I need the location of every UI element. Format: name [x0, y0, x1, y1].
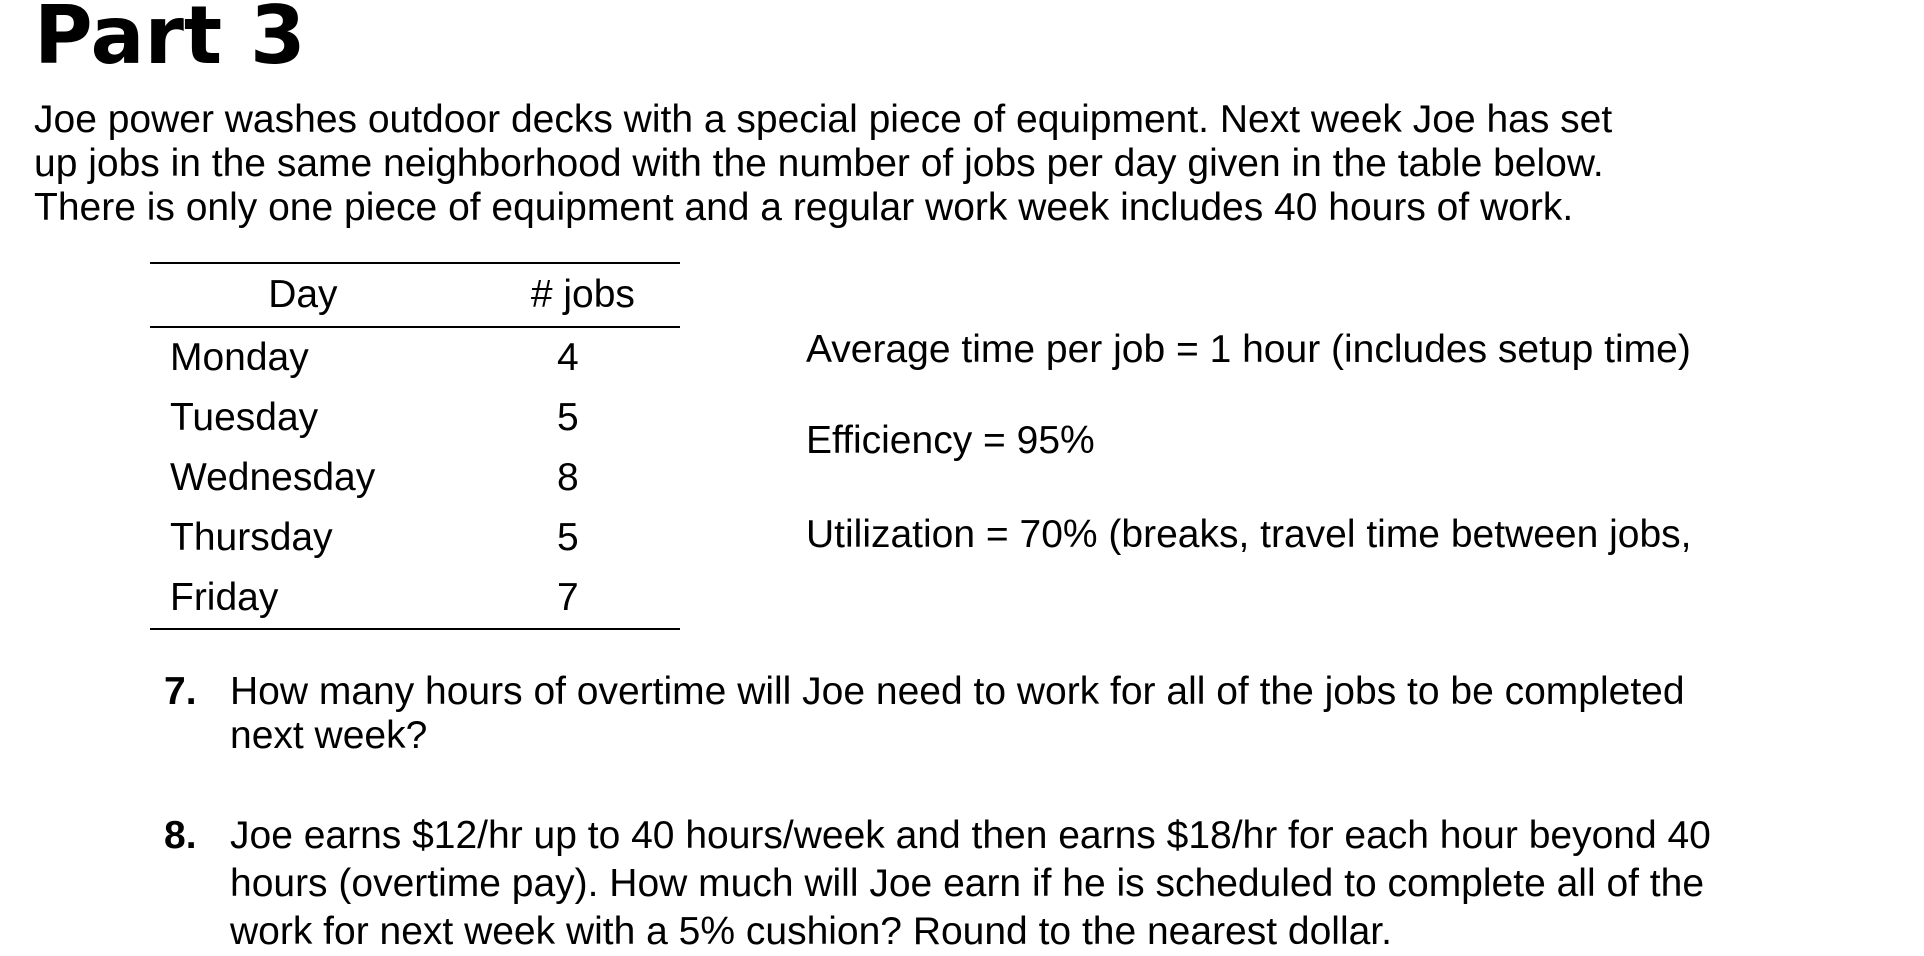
day-cell: Monday — [170, 336, 309, 379]
jobs-cell: 5 — [557, 516, 579, 559]
question-7 — [164, 670, 1904, 758]
jobs-table — [150, 262, 680, 630]
question-line: hours (overtime pay). How much will Joe earn if he is scheduled to complete all of the — [230, 862, 1705, 905]
question-8 — [164, 812, 1904, 956]
page-title: Part 3 — [34, 0, 306, 82]
jobs-cell: 4 — [557, 336, 579, 379]
question-text — [230, 812, 1904, 956]
question-line: How many hours of overtime will Joe need to work for all of the jobs to be completed — [230, 670, 1685, 713]
intro-line: There is only one piece of equipment and a regular work week includes 40 hours of work. — [34, 186, 1574, 229]
jobs-cell: 5 — [557, 396, 579, 439]
efficiency-param: Efficiency = 95% — [806, 419, 1095, 462]
utilization-param: Utilization = 70% (breaks, travel time between jobs, — [806, 513, 1692, 556]
table-header-row — [150, 263, 680, 327]
jobs-column-header: # jobs — [486, 263, 680, 327]
intro-paragraph — [34, 98, 1894, 230]
day-cell: Wednesday — [170, 456, 376, 499]
table-row — [150, 388, 680, 448]
jobs-cell: 8 — [557, 456, 579, 499]
day-cell: Friday — [150, 568, 486, 629]
table-row — [150, 448, 680, 508]
table-row — [150, 508, 680, 568]
question-line: next week? — [230, 714, 428, 757]
day-cell: Tuesday — [170, 396, 319, 439]
question-line: Joe earns $12/hr up to 40 hours/week and then earns $18/hr for each hour beyond 40 — [230, 814, 1711, 857]
day-cell: Thursday — [170, 516, 333, 559]
avg-time-param: Average time per job = 1 hour (includes setup time) — [806, 328, 1691, 371]
jobs-cell: 7 — [486, 568, 680, 629]
intro-line: up jobs in the same neighborhood with the number of jobs per day given in the table below. — [34, 142, 1604, 185]
question-number: 7. — [164, 670, 197, 713]
question-text — [230, 670, 1904, 758]
table-row — [150, 568, 680, 629]
table-row — [150, 327, 680, 388]
day-column-header: Day — [150, 263, 486, 327]
question-number: 8. — [164, 814, 197, 857]
intro-line: Joe power washes outdoor decks with a special piece of equipment. Next week Joe has set — [34, 98, 1613, 141]
question-line: work for next week with a 5% cushion? Round to the nearest dollar. — [230, 910, 1392, 953]
